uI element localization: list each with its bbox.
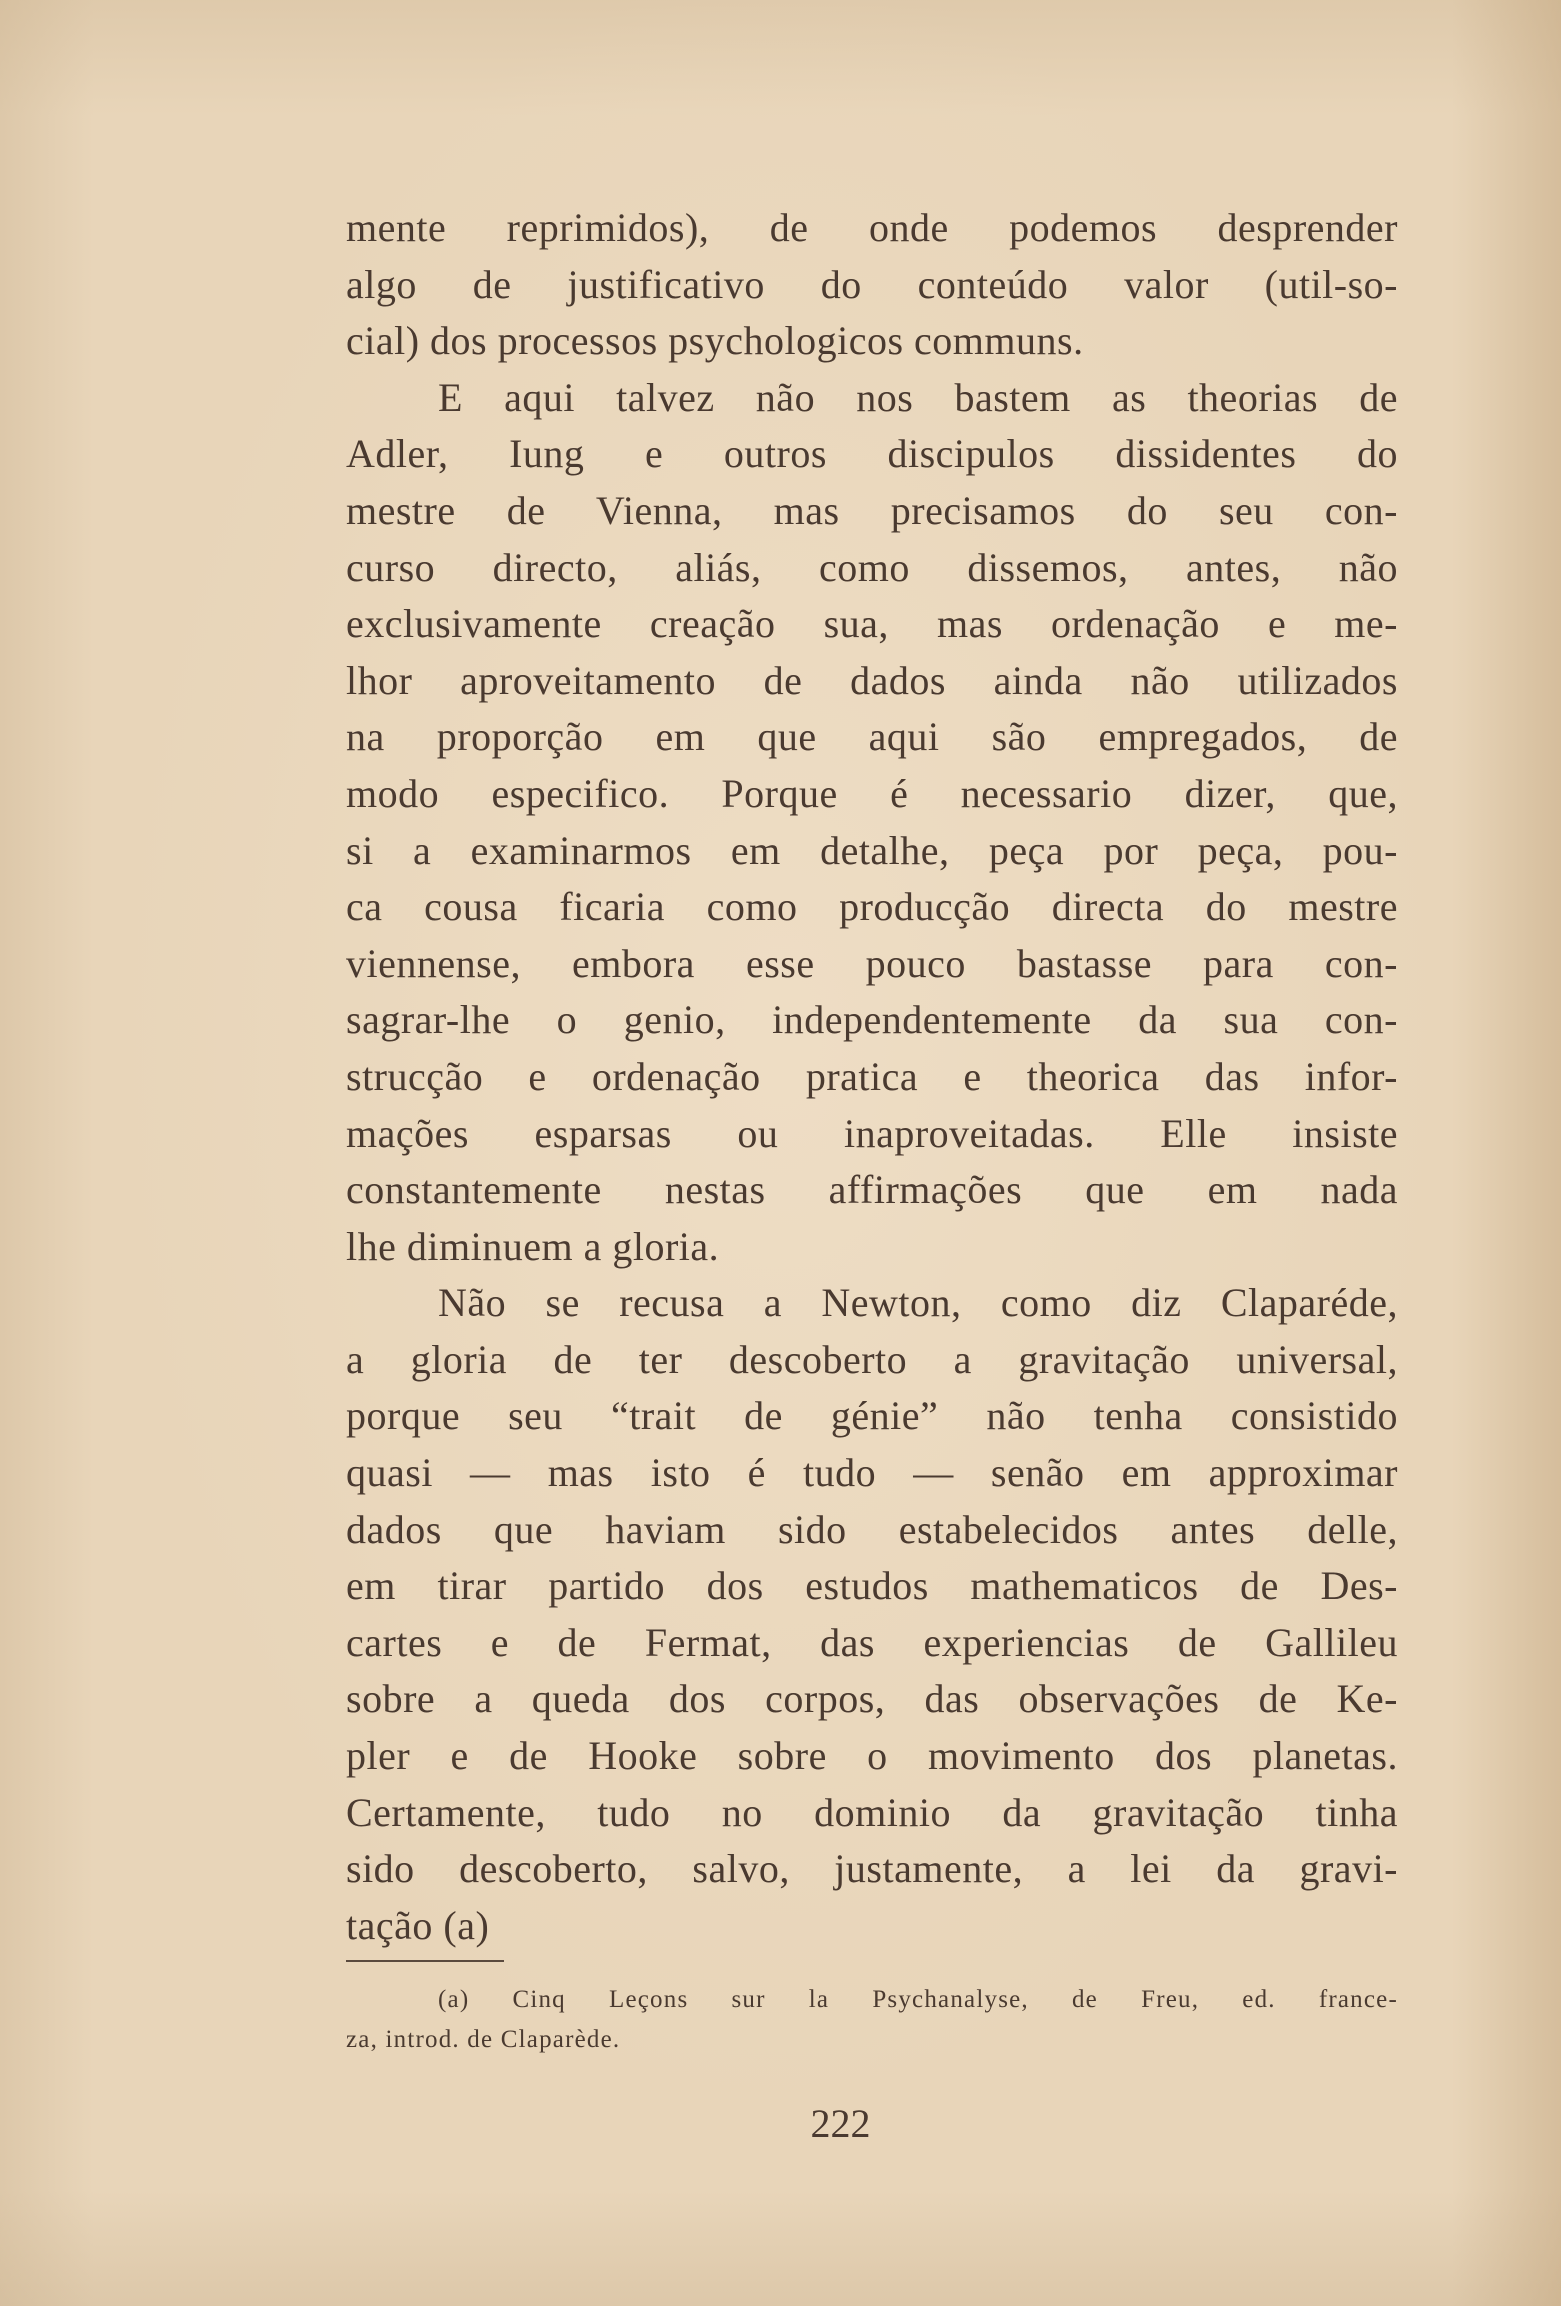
text-line: viennense, embora esse pouco bastasse para con- xyxy=(346,940,1398,986)
text-line: exclusivamente creação sua, mas ordenação e me- xyxy=(346,601,1398,647)
text-line: Adler, Iung e outros discipulos dissidentes do xyxy=(346,431,1398,477)
text-line: strucção e ordenação pratica e theorica das infor- xyxy=(346,1053,1398,1099)
text-line: cial) dos processos psychologicos communs. xyxy=(346,318,1084,364)
text-line: em tirar partido dos estudos mathematicos de Des- xyxy=(346,1563,1398,1609)
text-line: porque seu “trait de génie” não tenha consistido xyxy=(346,1393,1398,1439)
text-line: Certamente, tudo no dominio da gravitação tinha xyxy=(346,1789,1398,1835)
footnote-line: za, introd. de Claparède. xyxy=(346,2026,621,2053)
text-line: tação (a) xyxy=(346,1902,490,1948)
paragraph-start-line: E aqui talvez não nos bastem as theorias de xyxy=(438,374,1398,420)
paragraph-start-line: Não se recusa a Newton, como diz Claparéde, xyxy=(438,1280,1398,1326)
footnote-line: (a) Cinq Leçons sur la Psychanalyse, de Freu, ed. france- xyxy=(438,1986,1398,2013)
text-line: mações esparsas ou inaproveitadas. Elle insiste xyxy=(346,1110,1398,1156)
text-line: na proporção em que aqui são empregados, de xyxy=(346,714,1398,760)
text-line: quasi — mas isto é tudo — senão em approximar xyxy=(346,1450,1398,1496)
text-line: lhor aproveitamento de dados ainda não utilizados xyxy=(346,657,1398,703)
text-line: si a examinarmos em detalhe, peça por peça, pou- xyxy=(346,827,1398,873)
text-line: sido descoberto, salvo, justamente, a lei da gravi- xyxy=(346,1846,1398,1892)
text-line: algo de justificativo do conteúdo valor (util-so- xyxy=(346,261,1398,307)
text-line: modo especifico. Porque é necessario dizer, que, xyxy=(346,770,1398,816)
footnote-divider xyxy=(346,1960,504,1962)
text-line: cartes e de Fermat, das experiencias de Gallileu xyxy=(346,1619,1398,1665)
body-text xyxy=(346,200,1398,1954)
text-line: constantemente nestas affirmações que em nada xyxy=(346,1167,1398,1213)
page-number: 222 xyxy=(810,2101,871,2146)
text-line: lhe diminuem a gloria. xyxy=(346,1223,720,1269)
text-line: sobre a queda dos corpos, das observações de Ke- xyxy=(346,1676,1398,1722)
text-line: mente reprimidos), de onde podemos desprender xyxy=(346,205,1398,250)
text-line: curso directo, aliás, como dissemos, antes, não xyxy=(346,544,1398,590)
text-line: dados que haviam sido estabelecidos antes delle, xyxy=(346,1506,1398,1552)
text-line: sagrar-lhe o genio, independentemente da sua con- xyxy=(346,997,1398,1043)
text-line: ca cousa ficaria como producção directa do mestre xyxy=(346,884,1398,930)
text-line: a gloria de ter descoberto a gravitação universal, xyxy=(346,1336,1398,1382)
text-line: pler e de Hooke sobre o movimento dos planetas. xyxy=(346,1733,1398,1779)
text-line: mestre de Vienna, mas precisamos do seu con- xyxy=(346,487,1398,533)
footnote xyxy=(346,1980,1398,2060)
